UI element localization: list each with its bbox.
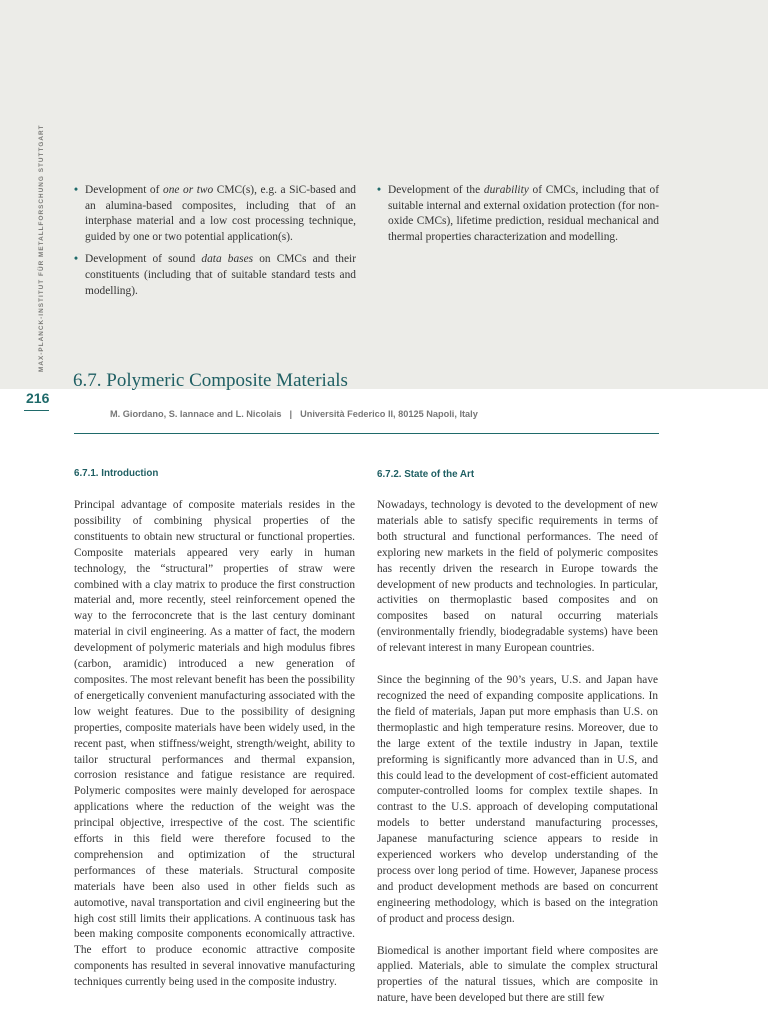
- subsection-heading-introduction: 6.7.1. Introduction: [74, 468, 159, 479]
- bullet-icon: •: [74, 253, 78, 266]
- affiliation: Università Federico II, 80125 Napoli, Italy: [300, 409, 478, 419]
- subsection-heading-state-of-the-art: 6.7.2. State of the Art: [377, 469, 475, 480]
- bullet-text-start: Development of sound: [85, 253, 202, 266]
- bullet-icon: •: [74, 184, 78, 196]
- section-divider: [74, 433, 659, 434]
- paragraph: Biomedical is another important field where composites are applied. Materials, able to simulate the complex structural properties of the natural tissues, which are composite in nature, have been developed but there are still few: [377, 944, 658, 1005]
- bullet-text-end: of CMCs, including that of suitable internal and external oxidation protection (for non-oxide CMCs), lifetime prediction, residual mechanical and thermal properties characterization and modelling.: [388, 184, 659, 243]
- bullet-icon: •: [377, 184, 381, 196]
- paragraph: Since the beginning of the 90’s years, U.S. and Japan have recognized the need of expanding composite applications. In the field of materials, Japan put more emphasis than U.S. on thermoplastic and high temperature resins. Moreover, due to the large extent of the textile industry in Japan, textile preforming is significantly more advanced than in U.S, and this could lead to the development of cost-efficient automated computer-controlled looms for complex textile shapes. In contrast to the U.S. approach of developing computational models to better understand manufacturing processes, Japanese manufacturing science appears to reside in experienced workers who develop understanding of the process over long period of time. However, Japanese process and product development methods are based on concurrent engineering methodology, which is based on the integration of product and process design.: [377, 674, 658, 925]
- page-number-divider: [24, 410, 49, 411]
- bullet-item: [74, 252, 356, 299]
- bullet-emphasis: one or two: [163, 184, 214, 196]
- institute-label: MAX-PLANCK-INSTITUT FÜR METALLFORSCHUNG STUTTGART: [38, 124, 45, 372]
- bullet-item: [377, 183, 659, 245]
- bullet-emphasis: durability: [483, 184, 529, 196]
- page-number: 216: [26, 390, 50, 406]
- authors-separator: |: [289, 409, 293, 419]
- authors: M. Giordano, S. Iannace and L. Nicolais: [110, 409, 282, 419]
- body-column-right: [377, 498, 658, 1023]
- bullet-emphasis: data bases: [201, 253, 254, 266]
- bullet-text-end: CMC(s), e.g. a SiC-based and an alumina-based composites, including that of an interphase material and a low cost processing technique, guided by one or two potential application(s).: [85, 184, 356, 243]
- bullet-list-left: [74, 183, 356, 306]
- authors-line: [110, 409, 478, 419]
- bullet-text-end: on CMCs and their constituents (including that of suitable standard tests and modelling).: [85, 253, 357, 297]
- bullet-text-start: Development of: [85, 184, 163, 196]
- bullet-list-right: [377, 183, 659, 252]
- section-title: 6.7. Polymeric Composite Materials: [73, 370, 348, 391]
- paragraph: Principal advantage of composite materials resides in the possibility of combining physical properties of the constituents to obtain new structural or functional properties. Composite materials appeared very early in human technology, the “structural” properties of straw were combined with a clay matrix to produce the first construction material and, more recently, steel reinforcement opened the way to the ferroconcrete that is the last century dominant material in civil engineering. As a matter of fact, the modern development of polymeric materials and high modulus fibres (carbon, aramidic) introduced a new generation of composites. The most relevant benefit has been the possibility of energetically convenient manufacturing associated with the low weight features. Due to the possibility of designing properties, composite materials have been widely used, in the recent past, when stiffness/weight, strength/weight, ability to tailor structural performances and thermal expansion, corrosion resistance and fatigue resistance are required. Polymeric composites were mainly developed for aerospace applications where the reduction of the weight was the principal objective, irrespective of the cost. The scientific efforts in this field were therefore focused to the comprehension and optimization of the structural performances of these materials. Structural composite materials have been also used in other fields such as automotive, naval transportation and civil engineering but the high cost still limits their applications. A continuous task has been making composite components economically attractive. The effort to produce economic attractive composite components has resulted in several innovative manufacturing techniques currently being used in the composite industry.: [74, 499, 355, 989]
- body-column-left: [74, 498, 355, 1007]
- paragraph: Nowadays, technology is devoted to the development of new materials able to satisfy specific requirements in terms of both structural and functional performances. The need of exploring new markets in the field of polymeric composites has recently driven the research in Europe towards the development of new products and technologies. In particular, activities on thermoplastic based composites and on composites based on natural occurring materials (environmentally friendly, biodegradable systems) have been of relevant interest in many European countries.: [377, 499, 658, 655]
- bullet-text-start: Development of the: [388, 184, 484, 196]
- bullet-item: [74, 183, 356, 245]
